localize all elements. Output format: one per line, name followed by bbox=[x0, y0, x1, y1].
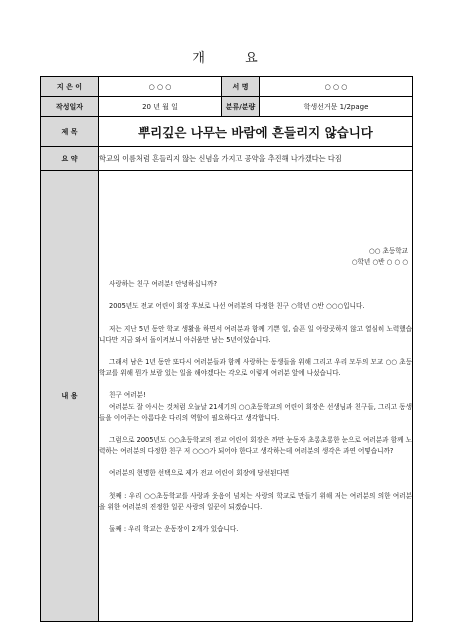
school-name: ○○ 초등학교 bbox=[368, 246, 408, 255]
author-value: ○ ○ ○ bbox=[99, 77, 222, 97]
sign-label: 서 명 bbox=[222, 77, 260, 97]
date-value: 20 년 월 일 bbox=[99, 97, 222, 117]
summary-row bbox=[41, 147, 413, 171]
paragraph: 둘째 : 우리 학교는 운동장이 2개가 있습니다. bbox=[109, 525, 239, 534]
paragraph: 여러분도 잘 아시는 것처럼 오늘날 21세기의 ○○초등학교의 어린이 회장은 선생님과 친구들, 그리고 동생들을 이어주는 아름다운 다리의 역할이 필요하다고 생각합니다. bbox=[99, 402, 412, 422]
content-body bbox=[99, 171, 413, 622]
category-value: 학생선거문 1/2page bbox=[260, 97, 413, 117]
content-label: 내 용 bbox=[41, 171, 99, 622]
content-row bbox=[41, 171, 413, 622]
paragraph: 2005년도 전교 어린이 회장 후보로 나선 여러분의 다정한 친구 ○학년 ○반 ○○○입니다. bbox=[109, 302, 365, 311]
date-label: 작성일자 bbox=[41, 97, 99, 117]
paragraph: 그래서 남은 1년 동안 또다시 여러분들과 함께 사랑하는 동생들을 위해 그리고 우리 모두의 모교 ○○ 초등학교를 위해 뭔가 보람 있는 일을 해야겠다는 각오로 이렇게 여러분 앞에 나섰습니다. bbox=[99, 357, 412, 378]
date-row bbox=[41, 97, 413, 117]
sign-value: ○ ○ ○ bbox=[260, 77, 413, 97]
subject-row bbox=[41, 117, 413, 147]
page-title: 개 요 bbox=[192, 51, 276, 66]
paragraph: 친구 여러분! bbox=[109, 391, 146, 400]
overview-form bbox=[40, 76, 413, 622]
subject-value: 뿌리깊은 나무는 바람에 흔들리지 않습니다 bbox=[99, 117, 413, 147]
paragraph: 그럼으로 2005년도 ○○초등학교의 전교 어린이 회장은 까만 눈동자 초롱초롱한 눈으로 여러분과 함께 노력하는 여러분의 다정한 친구 저 ○○○가 되어야 한다고 생각하는데 여러분의 생각은 과연 어떻습니까? bbox=[99, 436, 412, 456]
author-row bbox=[41, 77, 413, 97]
paragraph: 저는 지난 5년 동안 학교 생활을 하면서 여러분과 함께 기쁜 일, 슬픈 일 아랑곳하지 않고 열심히 노력했습니다만 지금 와서 돌이켜보니 아쉬움만 남는 5년이었습니다. bbox=[99, 324, 412, 344]
author-label: 지 은 이 bbox=[41, 77, 99, 97]
category-label: 분류/분량 bbox=[222, 97, 260, 117]
paragraph: 첫째 : 우리 ○○초등학교를 사랑과 웃음이 넘치는 사랑의 학교로 만들기 위해 저는 여러분의 의한 여러분을 위한 여러분의 진정한 일꾼 사랑의 일꾼이 되겠습니다. bbox=[99, 491, 412, 511]
paragraph: 여러분의 현명한 선택으로 제가 전교 어린이 회장에 당선된다면 bbox=[109, 469, 290, 478]
paragraph: 사랑하는 친구 여러분! 안녕하십니까? bbox=[109, 280, 217, 289]
summary-label: 요 약 bbox=[41, 147, 99, 171]
subject-label: 제 목 bbox=[41, 117, 99, 147]
summary-value: 학교의 이름처럼 흔들리지 않는 신념을 가지고 공약을 추진해 나가겠다는 다짐 bbox=[99, 147, 413, 171]
class-info: ○학년 ○반 ○ ○ ○ bbox=[351, 257, 408, 266]
